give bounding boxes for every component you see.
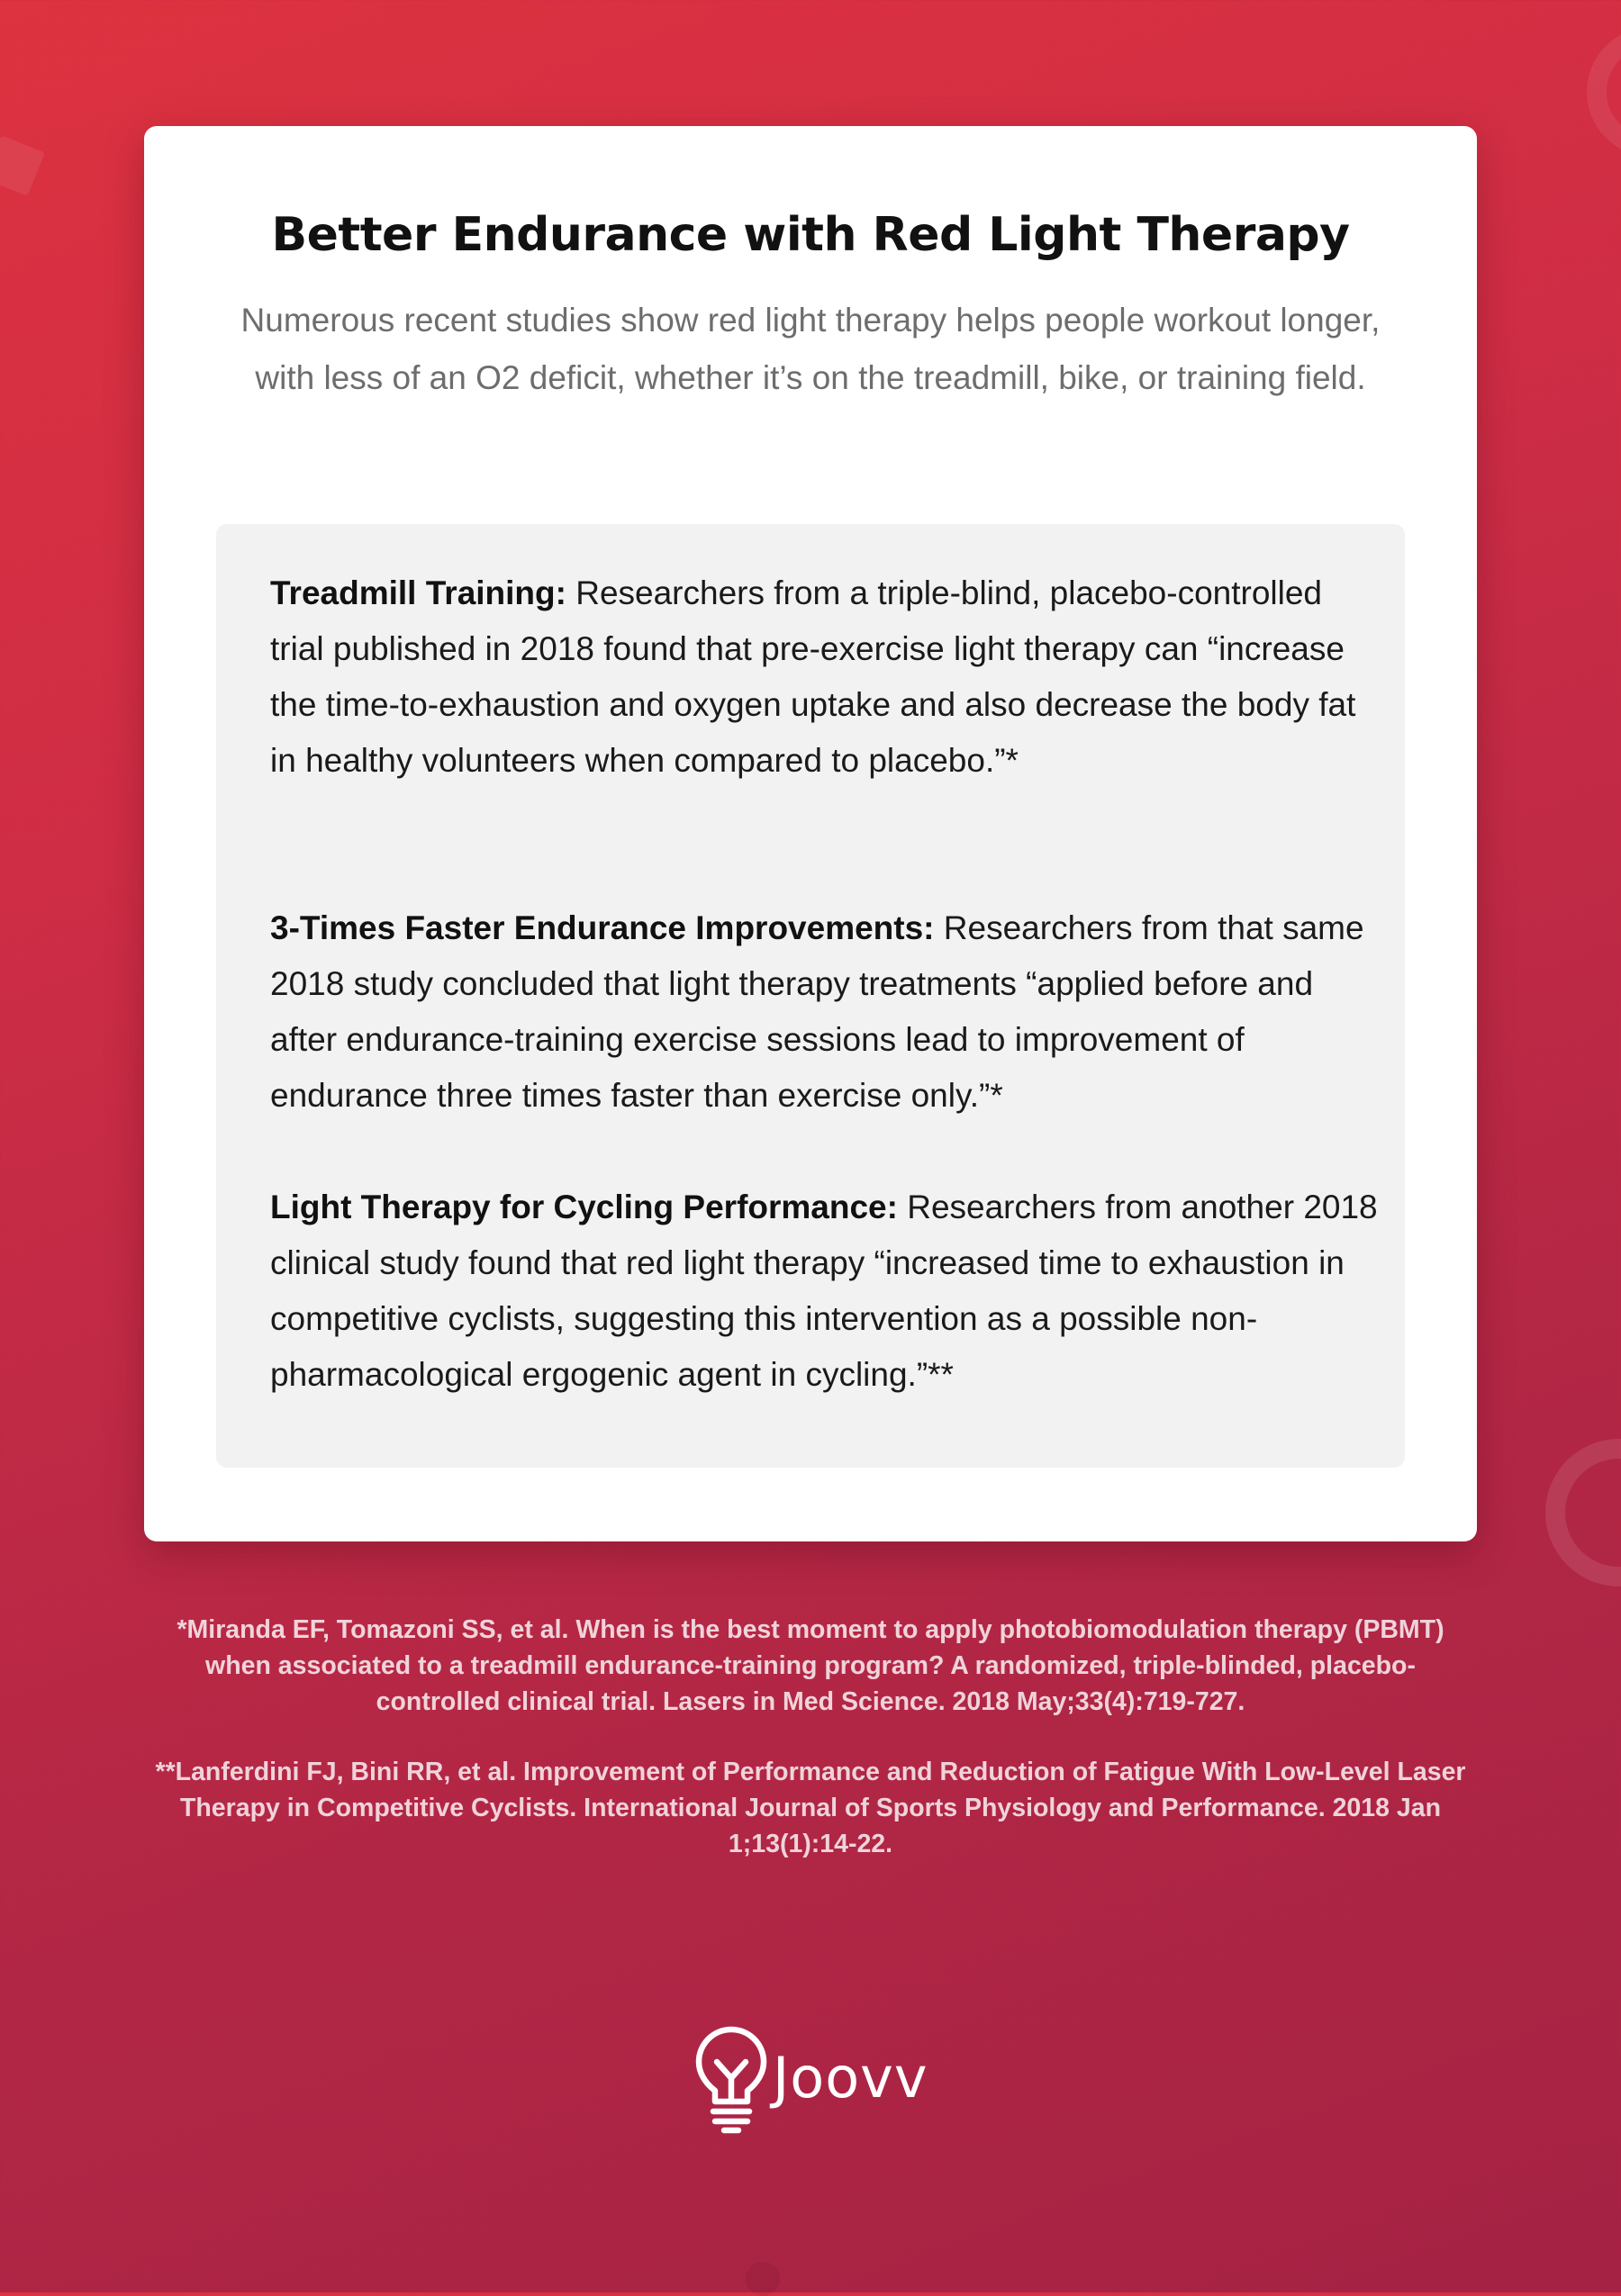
study-cycling-performance [270, 1180, 1378, 1403]
reference-lanferdini: **Lanferdini FJ, Bini RR, et al. Improvement of Performance and Reduction of Fatigue With Low-Level Laser Therapy in Competitive Cyclists. International Journal of Sports Physiology and Performance. 2018 Jan 1;13(1):14-22. [155, 1758, 1466, 1858]
study-heading: Treadmill Training: [270, 574, 566, 611]
logo-wordmark: Joovv [773, 2045, 928, 2111]
reference-miranda: *Miranda EF, Tomazoni SS, et al. When is the best moment to apply photobiomodulation therapy (PBMT) when associated to a treadmill endurance-training program? A randomized, triple-blinded, placebo-controlled clinical trial. Lasers in Med Science. 2018 May;33(4):719-727. [177, 1615, 1444, 1716]
decorative-ring-top [1587, 27, 1621, 157]
studies-panel [216, 524, 1405, 1468]
study-body: Researchers from that same 2018 study concluded that light therapy treatments “applied before and after endurance-training exercise sessions lead to improvement of endurance three times faster than exercise only.”* [270, 909, 1364, 1114]
card-title: Better Endurance with Red Light Therapy [271, 208, 1350, 262]
lightbulb-icon [693, 2026, 769, 2134]
study-heading: Light Therapy for Cycling Performance: [270, 1189, 898, 1225]
references [144, 1612, 1477, 1896]
card-subtitle: Numerous recent studies show red light therapy helps people workout longer, with less of an O2 deficit, whether it’s on the treadmill, bike, or training field. [240, 302, 1381, 396]
study-heading: 3-Times Faster Endurance Improvements: [270, 909, 935, 946]
study-treadmill-training [270, 565, 1378, 789]
joovv-logo [693, 2020, 946, 2138]
content-card [144, 126, 1477, 1541]
decorative-ring-middle [1545, 1439, 1621, 1586]
decorative-square [0, 135, 45, 196]
decorative-dot-bottom [746, 2262, 780, 2296]
study-body: Researchers from another 2018 clinical study found that red light therapy “increased time to exhaustion in competitive cyclists, suggesting this intervention as a possible non-pharmacological ergogenic agent in cycling.”** [270, 1189, 1378, 1393]
study-body: Researchers from a triple-blind, placebo-controlled trial published in 2018 found that pre-exercise light therapy can “increase the time-to-exhaustion and oxygen uptake and also decrease the body fat in healthy volunteers when compared to placebo.”* [270, 574, 1356, 779]
study-endurance-improvements [270, 900, 1378, 1124]
